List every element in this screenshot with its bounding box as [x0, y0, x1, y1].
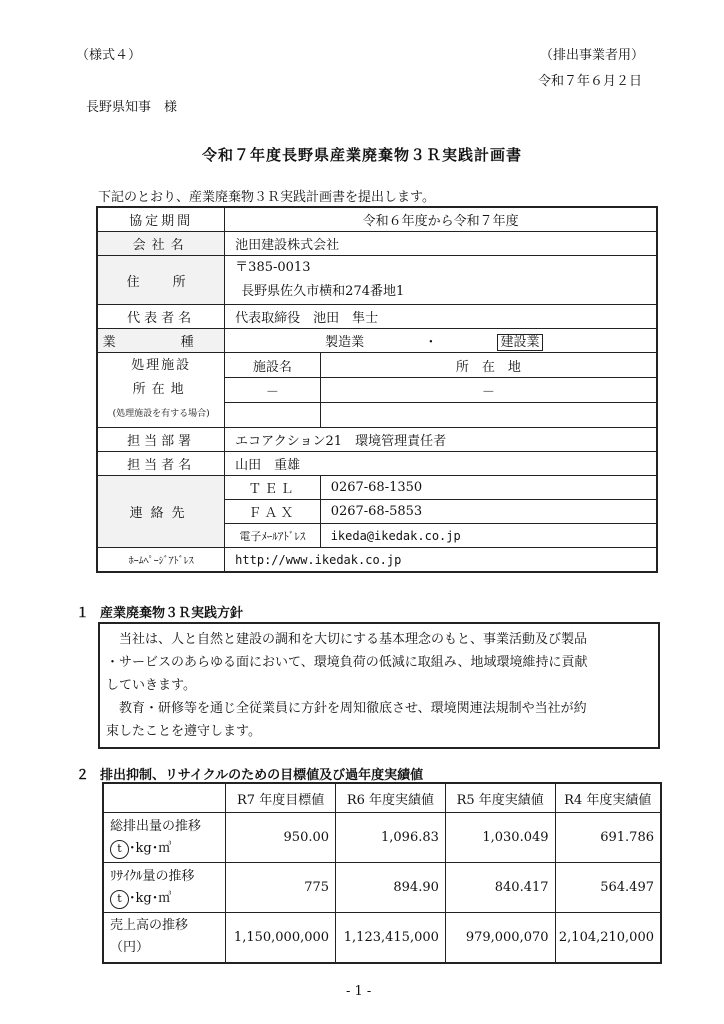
table-row: [97, 256, 657, 305]
row-label-cell: [103, 863, 226, 913]
table-row: [97, 329, 657, 353]
value-cell: 979,000,070: [445, 913, 555, 963]
fax-value: 0267-68-5853: [320, 500, 657, 524]
representative-label: 代表者名: [97, 305, 225, 329]
representative-value: 代表取締役 池田 隼士: [225, 305, 657, 329]
fax-label: ＦＡＸ: [225, 500, 321, 524]
value-cell: 2,104,210,000: [555, 913, 661, 963]
value-cell: 691.786: [555, 813, 661, 863]
industry-label: 業 種: [97, 329, 225, 353]
row-label: 総排出量の推移: [110, 818, 202, 834]
table-row: [97, 232, 657, 256]
policy-line: 当社は、人と自然と建設の調和を大切にする基本理念のもと、事業活動及び製品: [106, 632, 588, 647]
period-value: 令和６年度から令和７年度: [225, 207, 657, 232]
header-cell: R7 年度目標値: [226, 783, 336, 813]
value-cell: 1,030.049: [445, 813, 555, 863]
unit-circled: t: [110, 890, 129, 909]
header-cell: [103, 783, 226, 813]
contact-label: 連絡先: [97, 476, 225, 548]
postal-code: 〒385-0013: [235, 260, 311, 275]
table-row: [97, 476, 657, 500]
table-row: [103, 813, 661, 863]
policy-line: ・サービスのあらゆる面において、環境負荷の低減に取組み、地域環境維持に貢献: [106, 655, 588, 670]
facility-label-cell: [97, 353, 225, 428]
unit-rest: ･kg･㎥: [129, 890, 172, 906]
address-cell: [225, 256, 657, 305]
industry-option-construction-selected: 建設業: [497, 334, 542, 351]
row-label: 売上高の推移: [110, 918, 189, 934]
header-cell: R4 年度実績値: [555, 783, 661, 813]
table-row: [103, 913, 661, 963]
person-label: 担当者名: [97, 452, 225, 476]
header-cell: R6 年度実績値: [336, 783, 446, 813]
section2-number: ２: [76, 768, 90, 783]
table-row: [97, 452, 657, 476]
table-row: [103, 863, 661, 913]
row-label-cell: [103, 913, 226, 963]
department-label: 担当部署: [97, 428, 225, 452]
document-date: 令和７年６月２日: [538, 74, 643, 89]
value-cell: 894.90: [336, 863, 446, 913]
facility-name-value: －: [225, 378, 321, 403]
unit-line: [110, 838, 225, 860]
policy-line: 教育・研修等を通じ全従業員に方針を周知徹底させ、環境関連法規制や当社が約: [106, 701, 587, 716]
row-label: ﾘｻｲｸﾙ量の推移: [110, 868, 195, 884]
intro-text: 下記のとおり、産業廃棄物３Ｒ実践計画書を提出します。: [98, 190, 435, 205]
table-row: [97, 428, 657, 452]
unit-line: [110, 888, 225, 910]
company-info-table: [96, 206, 658, 573]
facility-location-label: 所在地: [132, 382, 190, 397]
address-label: 住 所: [97, 256, 225, 305]
policy-line: していきます。: [106, 678, 196, 693]
row-unit: （円）: [110, 940, 150, 956]
targets-table: [102, 782, 662, 964]
company-value: 池田建設株式会社: [225, 232, 657, 256]
table-row: [97, 207, 657, 232]
facility-empty-cell: [225, 403, 321, 428]
addressee: 長野県知事 様: [86, 100, 178, 115]
facility-empty-cell: [320, 403, 657, 428]
row-label-cell: [103, 813, 226, 863]
address-value: 長野県佐久市横和274番地1: [241, 284, 405, 299]
section2-title: 排出抑制、リサイクルのための目標値及び過年度実績値: [100, 768, 424, 783]
value-cell: 840.417: [445, 863, 555, 913]
unit-circled: t: [110, 840, 129, 859]
homepage-value: http://www.ikedak.co.jp: [225, 548, 657, 573]
period-label: 協定期間: [97, 207, 225, 232]
page-number: - 1 -: [346, 984, 372, 999]
email-label: 電子ﾒｰﾙｱﾄﾞﾚｽ: [225, 524, 321, 548]
form-number: （様式４）: [76, 48, 142, 63]
tel-value: 0267-68-1350: [320, 476, 657, 500]
document-audience: （排出事業者用）: [540, 48, 645, 63]
department-value: エコアクション21 環境管理責任者: [225, 428, 657, 452]
header-cell: R5 年度実績値: [445, 783, 555, 813]
table-row: [97, 548, 657, 573]
person-value: 山田 重雄: [225, 452, 657, 476]
email-value: ikeda@ikedak.co.jp: [320, 524, 657, 548]
industry-cell: [225, 329, 657, 353]
policy-box: [98, 622, 660, 749]
table-row: [97, 353, 657, 378]
industry-separator: ・: [424, 335, 438, 350]
facility-note: (処理施設を有する場合): [112, 409, 210, 419]
value-cell: 775: [226, 863, 336, 913]
value-cell: 1,123,415,000: [336, 913, 446, 963]
value-cell: 1,096.83: [336, 813, 446, 863]
industry-option-manufacturing: 製造業: [325, 335, 365, 350]
policy-line: 束したことを遵守します。: [106, 724, 261, 739]
value-cell: 1,150,000,000: [226, 913, 336, 963]
page-title: 令和７年度長野県産業廃棄物３Ｒ実践計画書: [202, 146, 523, 164]
section1-title: 産業廃棄物３Ｒ実践方針: [100, 606, 244, 621]
tel-label: ＴＥＬ: [225, 476, 321, 500]
table-row: [97, 305, 657, 329]
facility-location-value: －: [320, 378, 657, 403]
facility-name-header: 施設名: [225, 353, 321, 378]
value-cell: 950.00: [226, 813, 336, 863]
facility-label: 処理施設: [131, 358, 192, 373]
homepage-label: ﾎｰﾑﾍﾟｰｼﾞｱﾄﾞﾚｽ: [97, 548, 225, 573]
company-label: 会社名: [97, 232, 225, 256]
unit-rest: ･kg･㎥: [129, 840, 172, 856]
value-cell: 564.497: [555, 863, 661, 913]
table-header-row: [103, 783, 661, 813]
facility-location-header: 所 在 地: [320, 353, 657, 378]
section1-number: １: [76, 606, 90, 621]
